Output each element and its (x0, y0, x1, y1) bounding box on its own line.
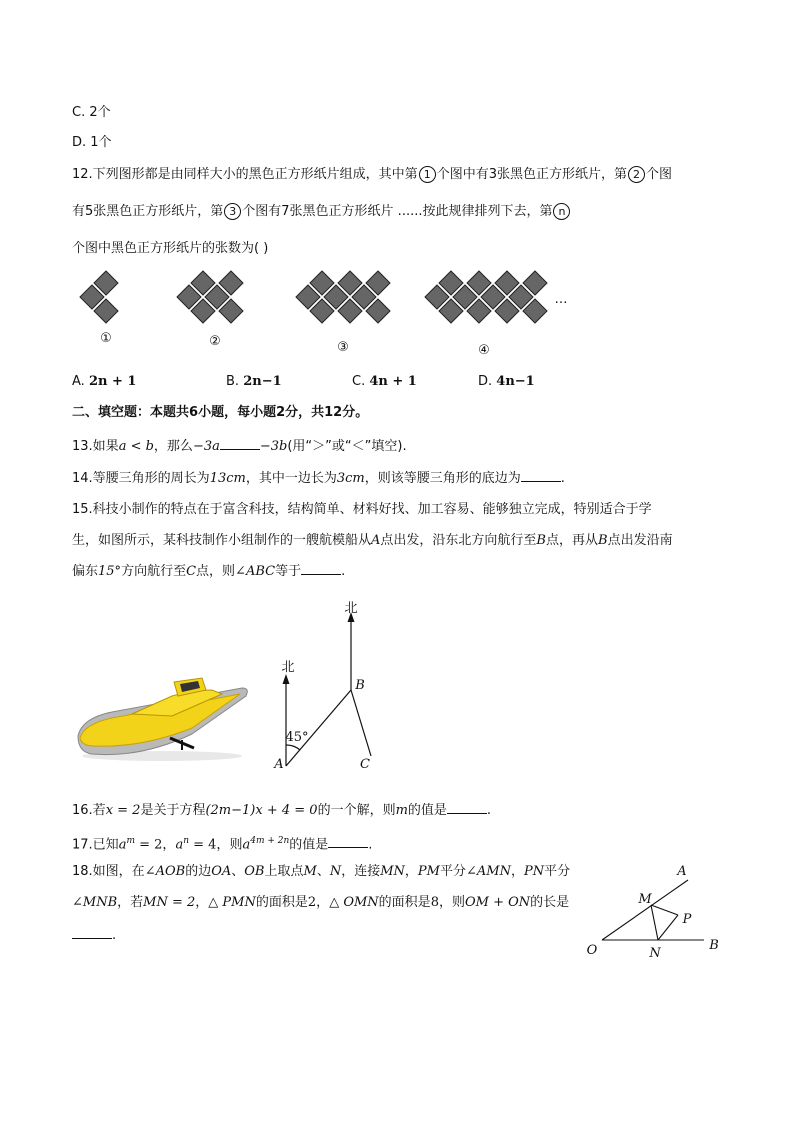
math: x = 2 (105, 803, 141, 818)
q12-option-d (478, 374, 535, 389)
q15-direction-diagram (270, 598, 390, 788)
q18-text: ， (316, 895, 330, 910)
q17-text: 的值是 (289, 837, 329, 853)
figure-label-2: ② (209, 334, 221, 349)
math: −3a (192, 439, 220, 454)
math: OM + ON (464, 895, 531, 910)
pattern-figure-3 (296, 271, 390, 323)
q13-text: ，那么 (153, 439, 193, 454)
q12-option-a (72, 374, 136, 389)
pattern-figure-2 (177, 271, 243, 323)
math: PM (417, 864, 440, 879)
q18-line3 (72, 926, 116, 945)
math: a (175, 837, 184, 853)
math: 2 (307, 895, 317, 910)
heading-text: 小题，每小题 (198, 405, 277, 420)
q18-text: 、 (231, 864, 245, 879)
option-expr: 4n−1 (496, 374, 535, 389)
figure-label-3: ③ (337, 340, 349, 355)
math: C (186, 564, 197, 579)
math: a (242, 837, 251, 853)
q14-text: ，其中一边长为 (245, 471, 337, 486)
point-a-label: A (274, 757, 284, 772)
math: N (329, 864, 342, 879)
label-b: B (709, 938, 719, 953)
q12-text: 个图中有3张黑色正方形纸片，第 (436, 167, 627, 182)
ray-oa (602, 880, 688, 940)
q15-line1: 15.科技小制作的特点在于富含科技，结构简单、材料好找、加工容易、能够独立完成，特别适合于学 (72, 502, 652, 517)
q17 (72, 832, 372, 854)
segment-bc (351, 690, 371, 756)
boat-image (72, 668, 252, 768)
math: 3cm (336, 471, 365, 486)
math: = 4， (189, 837, 230, 853)
q12-pattern-figures (60, 265, 660, 355)
q18-text: 的长是 (530, 895, 570, 910)
math: 15° (98, 564, 122, 579)
q16-text: 16.若 (72, 803, 106, 818)
q13 (72, 437, 407, 456)
answer-blank[interactable] (521, 469, 561, 482)
segment-ab (286, 690, 351, 766)
math: MN (380, 864, 405, 879)
circled-number: 3 (224, 203, 241, 220)
q18-text: 平分 (439, 864, 466, 879)
q16-text: 的一个解，则 (317, 803, 396, 818)
heading-text: 分，共 (285, 405, 325, 420)
q18-text: 上取点 (264, 864, 304, 879)
q18-text: . (112, 928, 117, 943)
math: ∠ABC (235, 564, 276, 579)
option-expr: 2n−1 (243, 374, 282, 389)
circled-number: n (553, 203, 570, 220)
q13-text: (用“＞”或“＜”填空). (287, 439, 407, 454)
point-b-label: B (355, 678, 365, 693)
segment-mn (651, 905, 658, 940)
option-letter: A. (72, 374, 85, 389)
q18-text: ，则 (438, 895, 465, 910)
q12-line1 (72, 166, 672, 184)
q18-text: 平分 (544, 864, 571, 879)
label-n: N (649, 946, 661, 961)
q18-text: 的面积是 (378, 895, 431, 910)
math: ∠AOB (144, 864, 186, 879)
option-letter: C. (352, 374, 366, 389)
label-o: O (586, 943, 598, 958)
q12-text: 个图有7张黑色正方形纸片 ......按此规律排列下去，第 (242, 204, 553, 219)
option-d: D. 1个 (72, 135, 112, 150)
q18-text: ， (510, 864, 524, 879)
pattern-figure-4 (425, 271, 547, 323)
q12-option-c (352, 374, 417, 389)
q17-text: . (368, 837, 373, 853)
heading-text: 二、填空题：本题共 (72, 405, 190, 420)
q18-text: ， (195, 895, 209, 910)
q14 (72, 469, 565, 488)
math: −3b (259, 439, 288, 454)
option-expr: 2n + 1 (88, 374, 137, 389)
math: M (303, 864, 317, 879)
heading-num: 2 (276, 405, 286, 420)
q18-text: 的边 (185, 864, 212, 879)
q15-text: 点，则 (196, 564, 236, 579)
math: A (371, 533, 381, 548)
q15-text: 生，如图所示，某科技制作小组制作的一艘航模船从 (72, 533, 372, 548)
q15-text: . (341, 564, 346, 579)
north-label-1: 北 (281, 660, 295, 675)
figure-label-1: ① (100, 331, 112, 346)
q17-text: 则 (229, 837, 243, 853)
q14-text: 14.等腰三角形的周长为 (72, 471, 210, 486)
math-sup: 4m + 2n (250, 836, 290, 846)
ellipsis: … (554, 292, 568, 307)
q16-text: . (486, 803, 492, 818)
math: ∠AMN (466, 864, 511, 879)
heading-num: 12 (324, 405, 343, 420)
q12-line3: 个图中黑色正方形纸片的张数为( ) (72, 241, 269, 256)
section-heading (72, 404, 368, 422)
q14-text: ，则该等腰三角形的底边为 (364, 471, 521, 486)
math: B (536, 533, 546, 548)
q18-text: 18.如图，在 (72, 864, 145, 879)
q18-text: 的面积是 (255, 895, 308, 910)
angle-label: 45° (285, 730, 309, 745)
math: a < b (118, 439, 154, 454)
answer-blank[interactable] (301, 562, 341, 575)
q15-text: 偏东 (72, 564, 99, 579)
math-sup: n (183, 836, 189, 846)
q12-text: 12.下列图形都是由同样大小的黑色正方形纸片组成，其中第 (72, 167, 418, 182)
q16 (72, 801, 491, 820)
math: B (598, 533, 608, 548)
math: △ PMN (208, 895, 256, 910)
pattern-figure-1 (80, 271, 118, 323)
math: m (395, 803, 408, 818)
math: MN = 2 (143, 895, 196, 910)
math: 13cm (209, 471, 246, 486)
label-p: P (682, 912, 692, 927)
label-m: M (638, 892, 652, 907)
q18-line1 (72, 863, 570, 881)
q15-text: 点出发，沿东北方向航行至 (380, 533, 537, 548)
option-letter: D. (478, 374, 493, 389)
label-a: A (677, 864, 687, 879)
point-c-label: C (360, 757, 370, 772)
q15-text: 等于 (275, 564, 302, 579)
figure-label-4: ④ (478, 343, 490, 358)
math: △ OMN (329, 895, 379, 910)
q17-text: 17.已知 (72, 837, 119, 853)
q14-text: . (560, 471, 565, 486)
q18-text: ， (404, 864, 418, 879)
math: = 2， (135, 837, 176, 853)
q18-text: 、 (316, 864, 330, 879)
answer-blank[interactable] (328, 835, 368, 848)
circled-number: 1 (419, 166, 436, 183)
q12-line2 (72, 203, 571, 221)
north-arrow-a (283, 674, 290, 684)
q16-text: 是关于方程 (140, 803, 206, 818)
q12-text: 有5张黑色正方形纸片，第 (72, 204, 224, 219)
option-c: C. 2个 (72, 105, 111, 120)
math: PN (523, 864, 545, 879)
north-label-2: 北 (344, 601, 358, 616)
math: a (118, 837, 127, 853)
math: OB (244, 864, 265, 879)
option-letter: B. (226, 374, 240, 389)
q15-line2 (72, 532, 673, 550)
segment-mp (651, 905, 678, 915)
q16-text: 的值是 (407, 803, 447, 818)
option-expr: 4n + 1 (369, 374, 417, 389)
q18-text: ，连接 (341, 864, 381, 879)
math: (2m−1)x + 4 = 0 (205, 803, 318, 818)
circled-number: 2 (628, 166, 645, 183)
math: 8 (430, 895, 439, 910)
heading-num: 6 (189, 405, 199, 420)
q12-text: 个图 (645, 167, 672, 182)
math: ∠MNB (72, 895, 118, 910)
q12-option-b (226, 374, 282, 389)
angle-arc (286, 745, 300, 750)
answer-blank[interactable] (220, 437, 260, 450)
math-sup: m (126, 836, 135, 846)
segment-np (658, 915, 678, 940)
answer-blank[interactable] (72, 926, 112, 939)
answer-blank[interactable] (447, 801, 487, 814)
q18-text: ，若 (117, 895, 144, 910)
math: OA (211, 864, 232, 879)
q18-line2 (72, 894, 569, 912)
q15-text: 点出发沿南 (607, 533, 673, 548)
q13-text: 13.如果 (72, 439, 119, 454)
heading-text: 分。 (342, 405, 369, 420)
q15-text: 方向航行至 (121, 564, 187, 579)
q15-text: 点，再从 (545, 533, 598, 548)
q15-line3 (72, 562, 345, 581)
